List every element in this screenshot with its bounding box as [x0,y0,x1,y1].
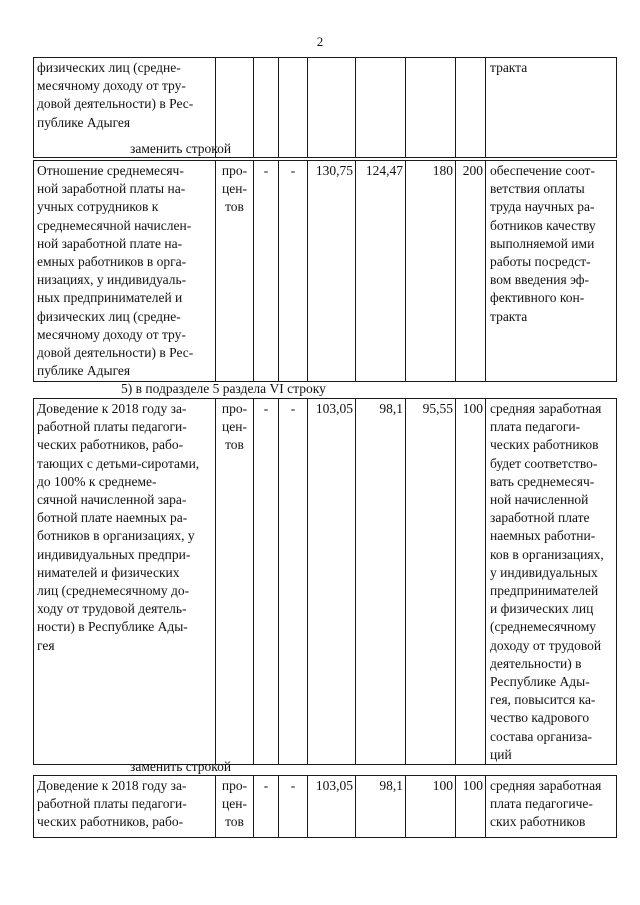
value-cell-3: 130,75 [308,161,356,382]
unit-cell: про- цен- тов [216,399,254,765]
value-cell-5 [406,58,456,158]
value-cell-2: - [279,399,308,765]
replace-caption-2: заменить строкой [130,759,232,774]
value-cell-1: - [254,161,279,382]
value-cell-3: 103,05 [308,399,356,765]
value-cell-1: - [254,776,279,838]
value-cell-5: 95,55 [406,399,456,765]
value-cell-2: - [279,776,308,838]
expected-result-cell: средняя заработная плата педагоги- ческих работников будет соответство- вать среднемесяч- ной начисленной заработной плате наемных работни- ков в организациях, у индивидуальных предпринимателей и физических лиц (среднемесячному доходу от трудовой деятельности) в Республике Ады- гея, повысится ка- чество кадрового состава организа- ций [486,399,617,765]
table-row [34,399,617,765]
page-number: 2 [316,34,324,49]
value-cell-5: 100 [406,776,456,838]
value-cell-3 [308,58,356,158]
table-row [34,776,617,838]
subsection-caption: 5) в подразделе 5 раздела VI строку [121,381,326,396]
table-row [34,161,617,382]
indicator-table-fragment-4 [33,775,617,838]
value-cell-6: 100 [456,399,486,765]
value-cell-4: 98,1 [356,776,406,838]
indicator-name-cell: физических лиц (средне- месячному доходу от тру- довой деятельности) в Рес- публике Адыгея [34,58,216,158]
replace-caption-1: заменить строкой [130,141,232,156]
value-cell-4 [356,58,406,158]
value-cell-4: 98,1 [356,399,406,765]
indicator-table-fragment-1 [33,57,617,158]
value-cell-2: - [279,161,308,382]
unit-cell: про- цен- тов [216,161,254,382]
value-cell-6 [456,58,486,158]
expected-result-cell: средняя заработная плата педагогиче- ских работников [486,776,617,838]
expected-result-cell: обеспечение соот- ветствия оплаты труда научных ра- ботников качеству выполняемой ими работы посредст- вом введения эф- фективного кон- тракта [486,161,617,382]
unit-cell: про- цен- тов [216,776,254,838]
value-cell-1: - [254,399,279,765]
value-cell-6: 100 [456,776,486,838]
indicator-name-cell: Отношение среднемесяч- ной заработной платы на- учных сотрудников к среднемесячной начислен- ной заработной плате на- емных работников в орга- низациях, у индивидуаль- ных предпринимателей и физических лиц (средне- месячному доходу от тру- довой деятельности) в Рес- публике Адыгея [34,161,216,382]
value-cell-2 [279,58,308,158]
value-cell-1 [254,58,279,158]
indicator-name-cell: Доведение к 2018 году за- работной платы педагоги- ческих работников, рабо- [34,776,216,838]
value-cell-3: 103,05 [308,776,356,838]
value-cell-4: 124,47 [356,161,406,382]
value-cell-5: 180 [406,161,456,382]
indicator-name-cell: Доведение к 2018 году за- работной платы педагоги- ческих работников, рабо- тающих с детьми-сиротами, до 100% к среднеме- сячной начисленной зара- ботной плате наемных ра- ботников в организациях, у индивидуальных предпри- нимателей и физических лиц (среднемесячному до- ходу от трудовой деятель- ности) в Республике Ады- гея [34,399,216,765]
indicator-table-fragment-2 [33,160,617,382]
indicator-table-fragment-3 [33,398,617,765]
expected-result-cell: тракта [486,58,617,158]
table-row [34,58,617,158]
value-cell-6: 200 [456,161,486,382]
